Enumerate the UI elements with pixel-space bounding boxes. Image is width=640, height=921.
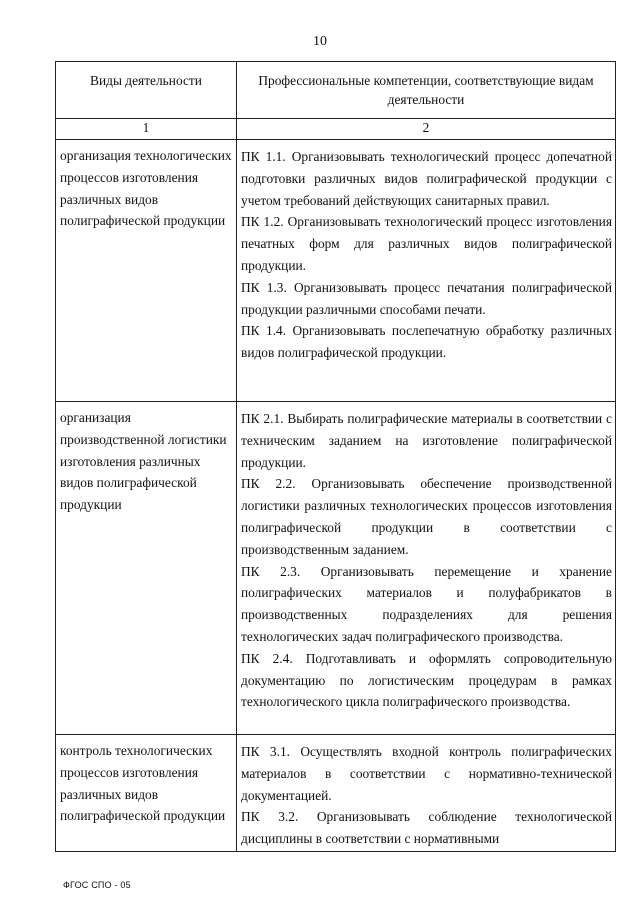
column-number-row <box>56 119 616 140</box>
competencies-cell <box>237 735 616 852</box>
activity-cell: организация технологических процессов изготовления различных видов полиграфической продукции <box>56 140 237 402</box>
competency-item: ПК 2.3. Организовывать перемещение и хранение полиграфических материалов и полуфабрикатов в производственных подразделениях для решения технологических задач полиграфического производства. <box>241 563 612 644</box>
column-number-2: 2 <box>237 119 616 140</box>
competency-item: ПК 2.1. Выбирать полиграфические материалы в соответствии с техническим заданием на изготовление полиграфической продукции. <box>241 411 612 470</box>
table-row <box>56 402 616 735</box>
competencies-cell <box>237 140 616 402</box>
activity-cell: организация производственной логистики изготовления различных видов полиграфической продукции <box>56 402 237 735</box>
competency-item: ПК 1.3. Организовывать процесс печатания полиграфической продукции различными способами печати. <box>241 279 612 317</box>
competency-item: ПК 2.4. Подготавливать и оформлять сопроводительную документацию по логистическим процедурам в рамках технологического цикла полиграфического производства. <box>241 650 612 710</box>
page-number: 10 <box>313 34 327 49</box>
competencies-cell <box>237 402 616 735</box>
competency-item: ПК 3.1. Осуществлять входной контроль полиграфических материалов в соответствии с нормативно-технической документацией. <box>241 744 612 803</box>
activity-cell: контроль технологических процессов изготовления различных видов полиграфической продукции <box>56 735 237 852</box>
competency-item: ПК 1.4. Организовывать послепечатную обработку различных видов полиграфической продукции. <box>241 323 612 361</box>
competency-item: ПК 1.1. Организовывать технологический процесс допечатной подготовки различных видов полиграфической продукции с учетом требований действующих санитарных правил. <box>241 149 612 208</box>
footer-label: ФГОС СПО - 05 <box>63 880 131 890</box>
table-header-row <box>56 62 616 119</box>
competency-item: ПК 2.2. Организовывать обеспечение производственной логистики различных технологических процессов изготовления полиграфической продукции в соответствии с производственным заданием. <box>241 476 612 557</box>
column-number-1: 1 <box>56 119 237 140</box>
table-row <box>56 140 616 402</box>
competency-item: ПК 1.2. Организовывать технологический процесс изготовления печатных форм для различных видов полиграфической продукции. <box>241 214 612 273</box>
header-activities: Виды деятельности <box>56 62 237 119</box>
table-row <box>56 735 616 852</box>
header-competencies: Профессиональные компетенции, соответствующие видам деятельности <box>237 62 616 119</box>
competencies-table <box>55 61 616 852</box>
competency-item: ПК 3.2. Организовывать соблюдение технологической дисциплины в соответствии с нормативными <box>241 809 612 847</box>
